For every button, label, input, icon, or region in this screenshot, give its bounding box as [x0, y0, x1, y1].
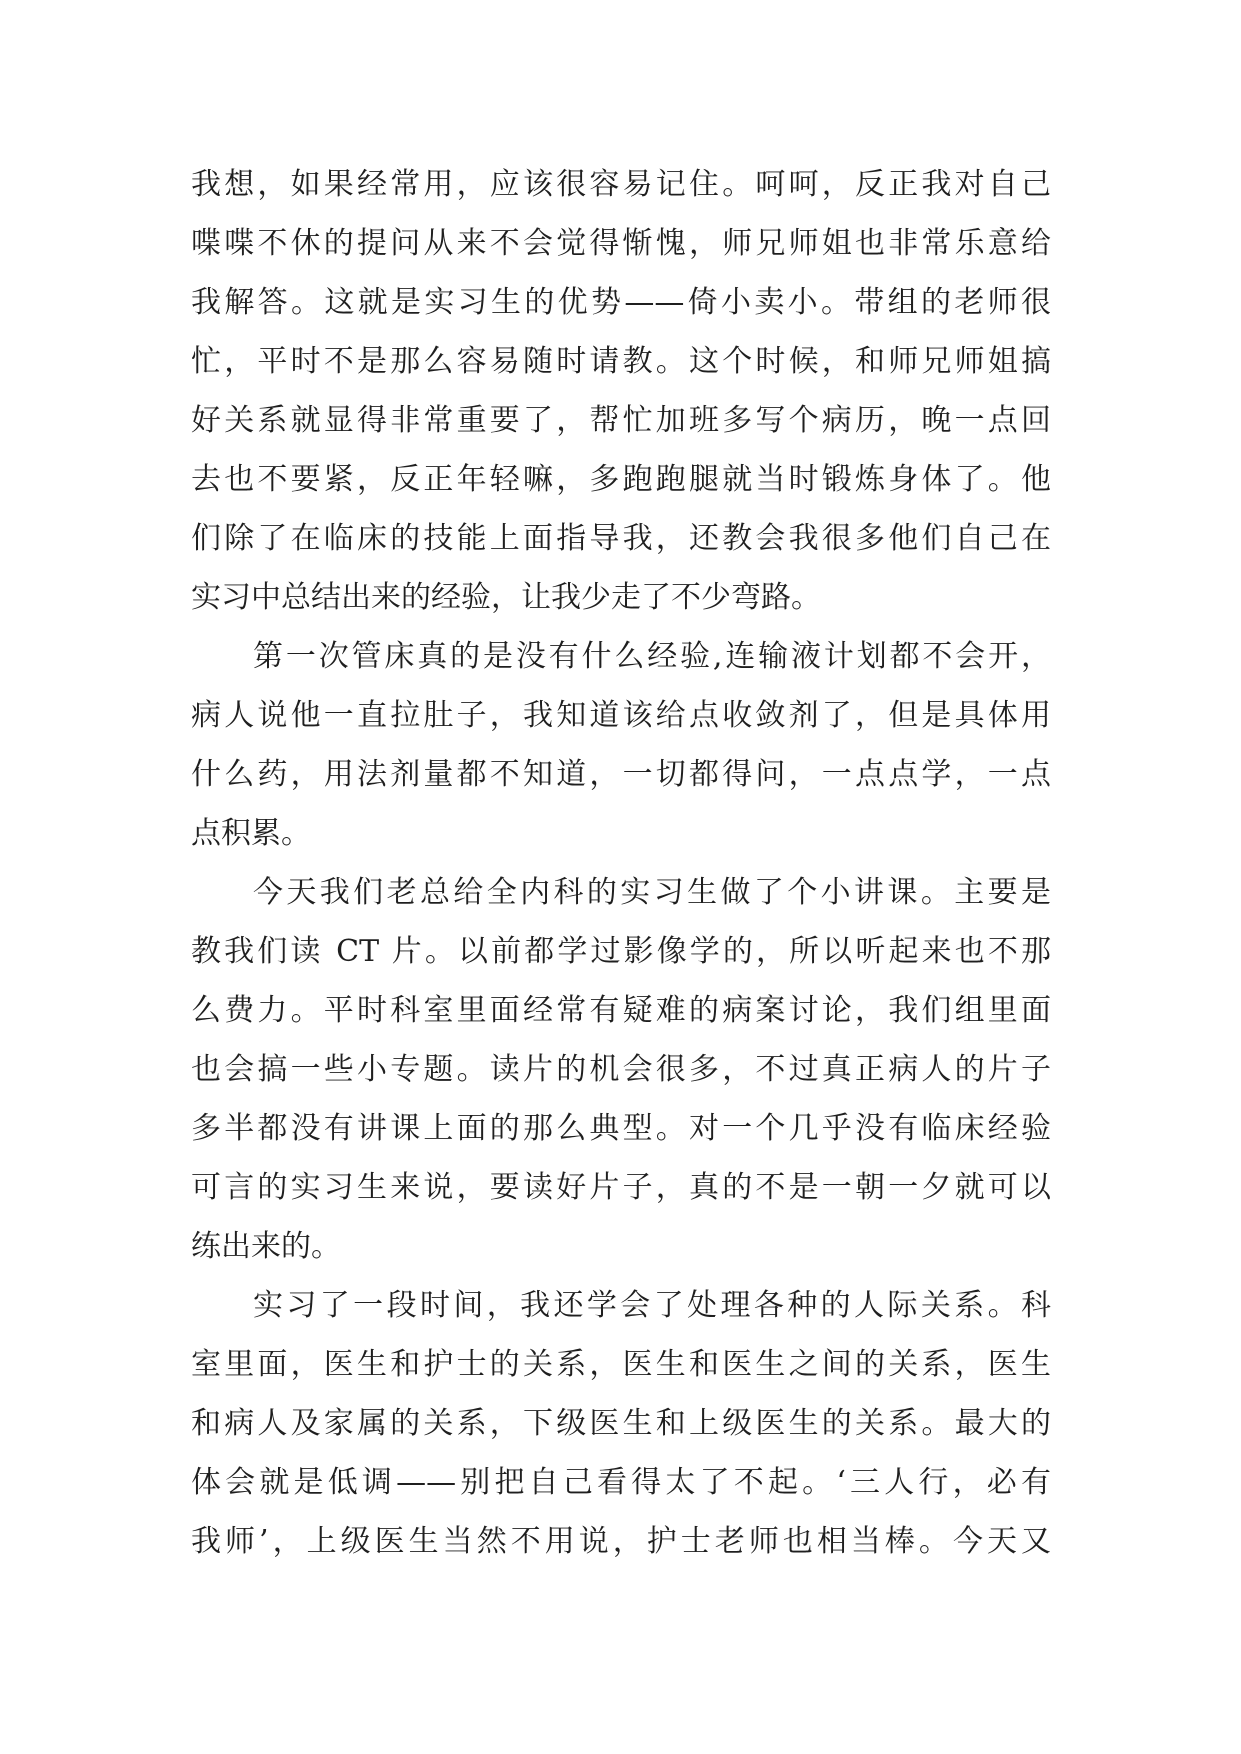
text-line: 实习了一段时间，我还学会了处理各种的人际关系。科 — [253, 1288, 1051, 1323]
text-line: 去也不要紧，反正年轻嘛，多跑跑腿就当时锻炼身体了。他 — [191, 462, 1051, 497]
text-line: 我解答。这就是实习生的优势——倚小卖小。带组的老师很 — [191, 285, 1051, 320]
text-line: 和病人及家属的关系，下级医生和上级医生的关系。最大的 — [191, 1406, 1051, 1441]
text-line: 我想，如果经常用，应该很容易记住。呵呵，反正我对自己 — [191, 167, 1051, 202]
text-line: 教我们读 CT 片。以前都学过影像学的，所以听起来也不那 — [191, 934, 1051, 969]
text-line: 么费力。平时科室里面经常有疑难的病案讨论，我们组里面 — [191, 993, 1051, 1028]
text-line: 们除了在临床的技能上面指导我，还教会我很多他们自己在 — [191, 521, 1051, 556]
text-line: 我师’，上级医生当然不用说，护士老师也相当棒。今天又 — [191, 1524, 1051, 1559]
text-line: 忙，平时不是那么容易随时请教。这个时候，和师兄师姐搞 — [191, 344, 1051, 379]
text-line: 什么药，用法剂量都不知道，一切都得问，一点点学，一点 — [191, 757, 1051, 792]
text-line: 练出来的。 — [191, 1229, 341, 1264]
text-line: 多半都没有讲课上面的那么典型。对一个几乎没有临床经验 — [191, 1111, 1051, 1146]
text-line: 体会就是低调——别把自己看得太了不起。‘三人行，必有 — [191, 1465, 1051, 1500]
text-line: 喋喋不休的提问从来不会觉得惭愧，师兄师姐也非常乐意给 — [191, 226, 1051, 261]
text-line: 可言的实习生来说，要读好片子，真的不是一朝一夕就可以 — [191, 1170, 1051, 1205]
text-line: 好关系就显得非常重要了，帮忙加班多写个病历，晚一点回 — [191, 403, 1051, 438]
text-line: 病人说他一直拉肚子，我知道该给点收敛剂了，但是具体用 — [191, 698, 1051, 733]
text-line: 点积累。 — [191, 816, 311, 851]
text-line: 今天我们老总给全内科的实习生做了个小讲课。主要是 — [253, 875, 1051, 910]
text-line: 也会搞一些小专题。读片的机会很多，不过真正病人的片子 — [191, 1052, 1051, 1087]
text-line: 实习中总结出来的经验，让我少走了不少弯路。 — [191, 580, 821, 615]
text-line: 第一次管床真的是没有什么经验,连输液计划都不会开， — [253, 639, 1051, 674]
text-line: 室里面，医生和护士的关系，医生和医生之间的关系，医生 — [191, 1347, 1051, 1382]
